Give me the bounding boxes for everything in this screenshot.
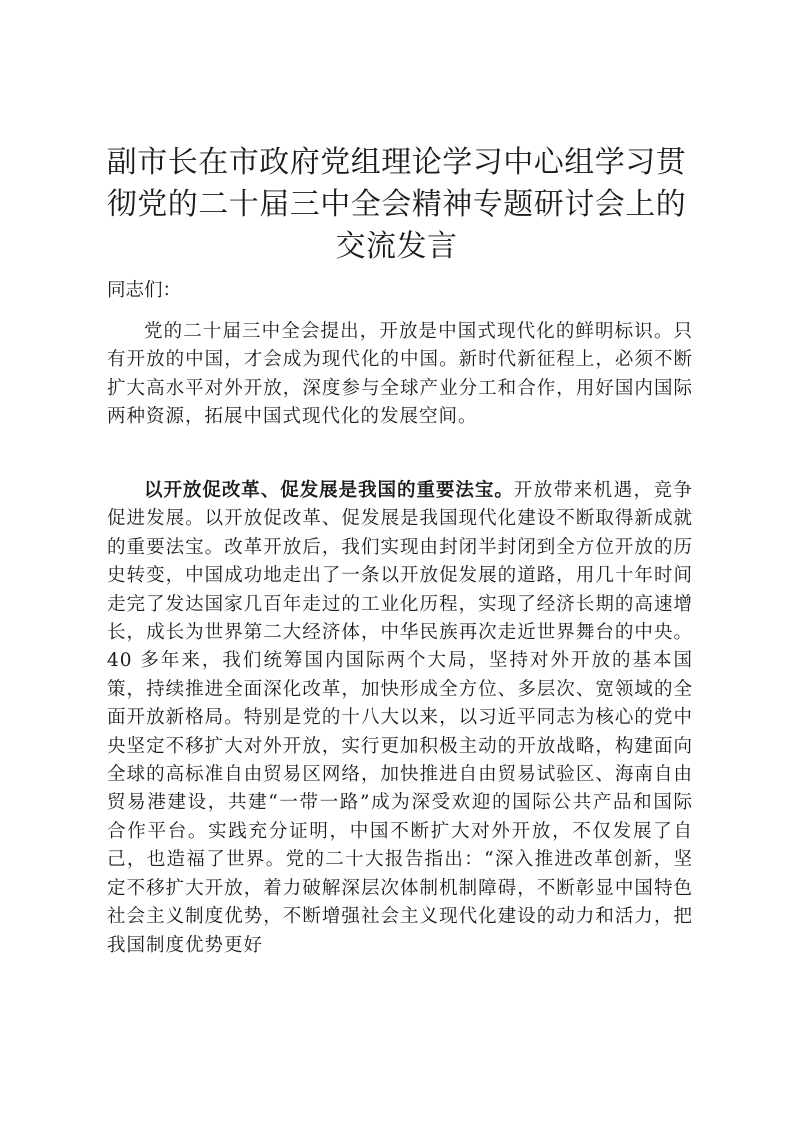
document-title: 副市长在市政府党组理论学习中心组学习贯彻党的二十届三中全会精神专题研讨会上的交流发言 <box>106 145 687 264</box>
paragraph-1: 党的二十届三中全会提出，开放是中国式现代化的鲜明标识。只有开放的中国，才会成为现代化的中国。新时代新征程上，必须不断扩大高水平对外开放，深度参与全球产业分工和合作，用好国内国际两种资源，拓展中国式现代化的发展空间。 <box>107 321 693 428</box>
paragraph-2-lead: 以开放促改革、促发展是我国的重要法宝。 <box>144 480 514 501</box>
salutation: 同志们： <box>107 280 182 301</box>
paragraph-2-body: 开放带来机遇，竞争促进发展。以开放促改革、促发展是我国现代化建设不断取得新成就的重要法宝。改革开放后，我们实现由封闭半封闭到全方位开放的历史转变，中国成功地走出了一条以开放促发展的道路，用几十年时间走完了发达国家几百年走过的工业化历程，实现了经济长期的高速增长，成长为世界第二大经济体，中华民族再次走近世界舞台的中央。40 多年来，我们统筹国内国际两个大局，坚持对外开放的基本国策，持续推进全面深化改革，加快形成全方位、多层次、宽领域的全面开放新格局。特别是党的十八大以来，以习近平同志为核心的党中央坚定不移扩大对外开放，实行更加积极主动的开放战略，构建面向全球的高标准自由贸易区网络，加快推进自由贸易试验区、海南自由贸易港建设，共建“一带一路”成为深受欢迎的国际公共产品和国际合作平台。实践充分证明，中国不断扩大对外开放，不仅发展了自己，也造福了世界。党的二十大报告指出：“深入推进改革创新，坚定不移扩大开放，着力破解深层次体制机制障碍，不断彰显中国特色社会主义制度优势，不断增强社会主义现代化建设的动力和活力，把我国制度优势更好 <box>107 480 693 956</box>
paragraph-2 <box>107 477 693 960</box>
